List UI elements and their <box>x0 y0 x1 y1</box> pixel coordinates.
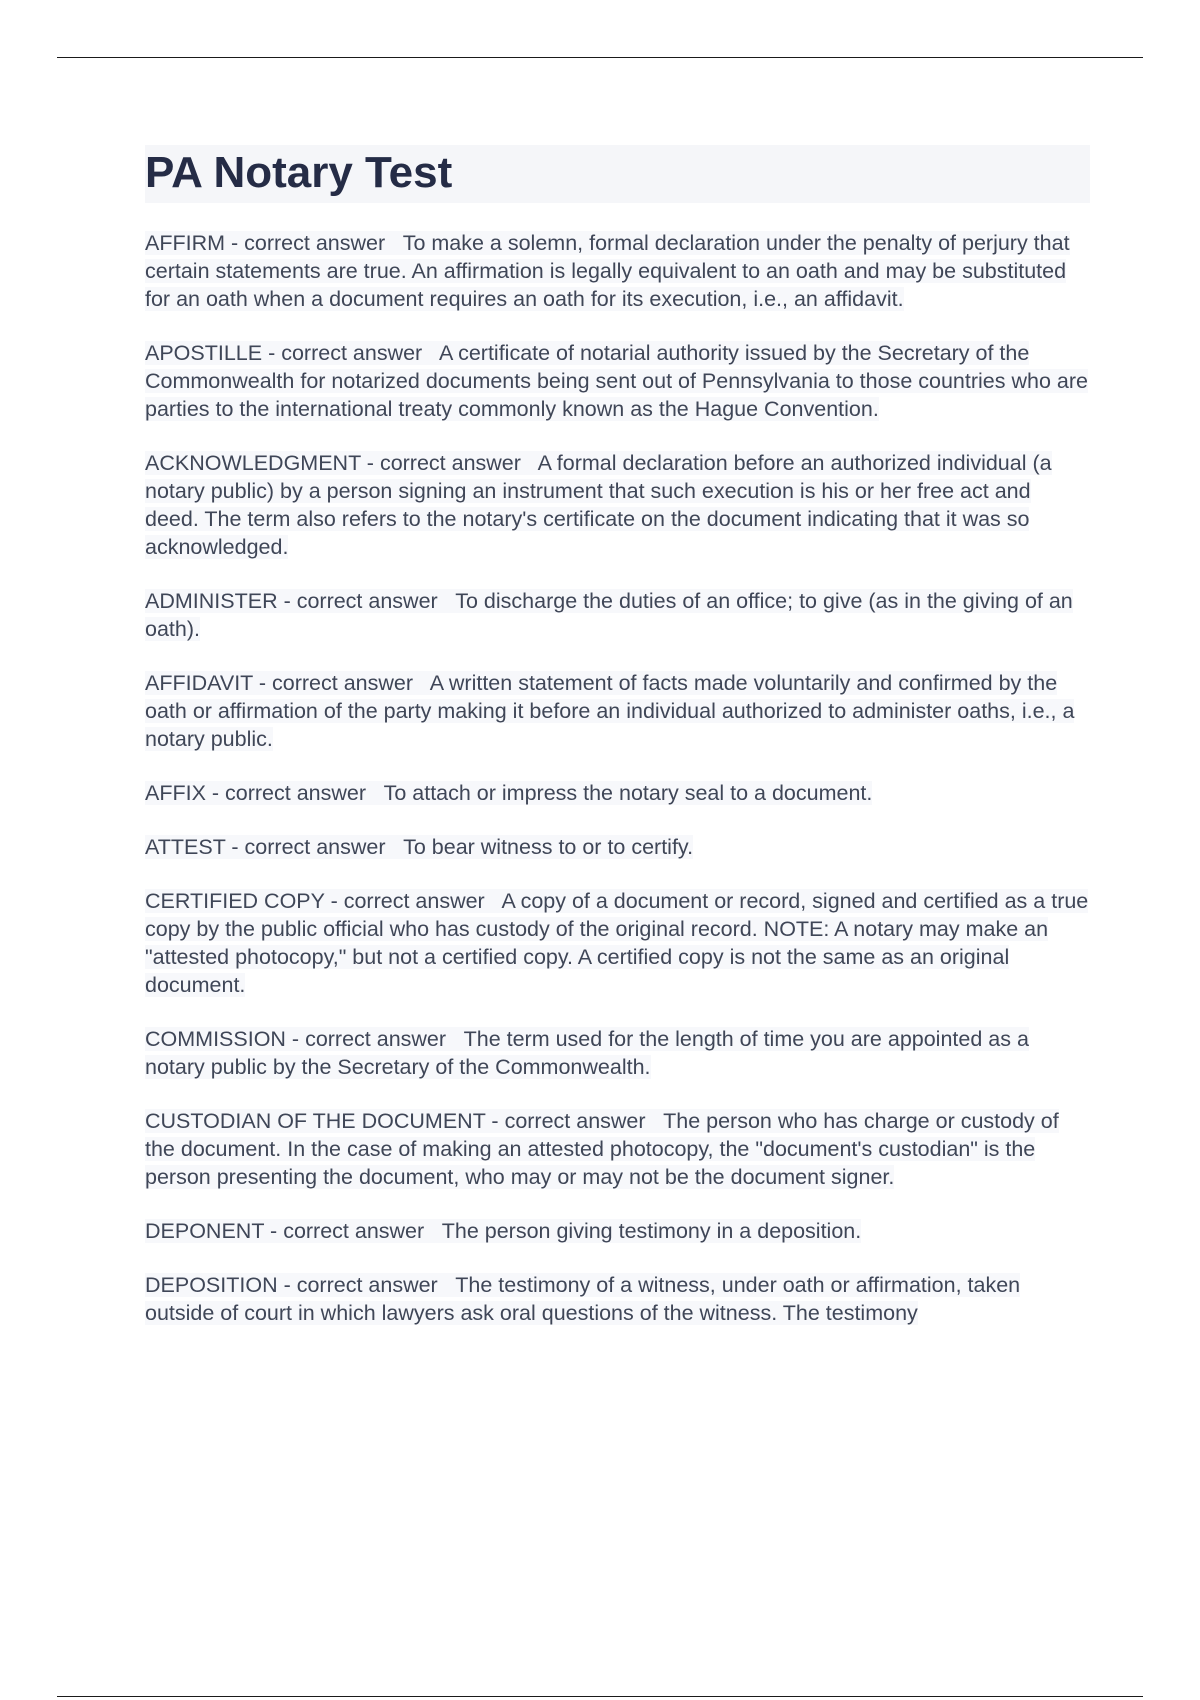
entry-definition: A certificate of notarial authority issued by the Secretary of the Commonwealth for notarized documents being sent out of Pennsylvania to those countries who are parties to the international treaty commonly known as the Hague Convention. <box>145 341 1088 421</box>
entry-term: ADMINISTER <box>145 589 278 613</box>
glossary-list <box>145 229 1090 1327</box>
entry-definition: To attach or impress the notary seal to a document. <box>383 781 873 805</box>
entry-term: AFFIRM <box>145 231 226 255</box>
entry-definition: The person who has charge or custody of the document. In the case of making an attested photocopy, the "document's custodian" is the person presenting the document, who may or may not be the document signer. <box>145 1109 1059 1189</box>
glossary-entry-commission: COMMISSION - correct answer The term used for the length of time you are appointed as a notary public by the Secretary of the Commonwealth. <box>145 1027 1029 1079</box>
entry-definition: The person giving testimony in a deposition. <box>441 1219 862 1243</box>
entry-term: COMMISSION <box>145 1027 286 1051</box>
entry-term: DEPONENT <box>145 1219 265 1243</box>
entry-answer-label: correct answer <box>244 835 386 859</box>
document-body <box>145 145 1090 1353</box>
entry-answer-label: correct answer <box>244 231 386 255</box>
entry-definition: The testimony of a witness, under oath or affirmation, taken outside of court in which lawyers ask oral questions of the witness. The testimony <box>145 1273 1021 1325</box>
glossary-entry-attest: ATTEST - correct answer To bear witness to or to certify. <box>145 835 694 859</box>
entry-term: APOSTILLE <box>145 341 263 365</box>
entry-answer-label: correct answer <box>504 1109 646 1133</box>
entry-term: AFFIDAVIT <box>145 671 253 695</box>
entry-answer-label: correct answer <box>379 451 521 475</box>
entry-definition: The term used for the length of time you are appointed as a notary public by the Secretary of the Commonwealth. <box>145 1027 1029 1079</box>
glossary-entry-affirm: AFFIRM - correct answer To make a solemn, formal declaration under the penalty of perjury that certain statements are true. An affirmation is legally equivalent to an oath and may be substituted for an oath when a document requires an oath for its execution, i.e., an affidavit. <box>145 231 1070 311</box>
entry-term: ATTEST <box>145 835 226 859</box>
entry-definition: To bear witness to or to certify. <box>403 835 694 859</box>
entry-term: CERTIFIED COPY <box>145 889 325 913</box>
entry-answer-label: correct answer <box>296 1273 438 1297</box>
page-title: PA Notary Test <box>145 145 1090 203</box>
entry-answer-label: correct answer <box>283 1219 425 1243</box>
entry-term: CUSTODIAN OF THE DOCUMENT <box>145 1109 486 1133</box>
entry-term: AFFIX <box>145 781 206 805</box>
glossary-entry-apostille: APOSTILLE - correct answer A certificate of notarial authority issued by the Secretary of the Commonwealth for notarized documents being sent out of Pennsylvania to those countries who are parties to the international treaty commonly known as the Hague Convention. <box>145 341 1088 421</box>
entry-answer-label: correct answer <box>296 589 438 613</box>
entry-answer-label: correct answer <box>225 781 367 805</box>
entry-answer-label: correct answer <box>305 1027 447 1051</box>
entry-term: DEPOSITION <box>145 1273 278 1297</box>
entry-term: ACKNOWLEDGMENT <box>145 451 361 475</box>
entry-answer-label: correct answer <box>281 341 423 365</box>
glossary-entry-custodian-of-the-document: CUSTODIAN OF THE DOCUMENT - correct answer The person who has charge or custody of the document. In the case of making an attested photocopy, the "document's custodian" is the person presenting the document, who may or may not be the document signer. <box>145 1109 1059 1189</box>
glossary-entry-affidavit: AFFIDAVIT - correct answer A written statement of facts made voluntarily and confirmed by the oath or affirmation of the party making it before an individual authorized to administer oaths, i.e., a notary public. <box>145 671 1075 751</box>
top-rule <box>57 57 1143 58</box>
glossary-entry-acknowledgment: ACKNOWLEDGMENT - correct answer A formal declaration before an authorized individual (a notary public) by a person signing an instrument that such execution is his or her free act and deed. The term also refers to the notary's certificate on the document indicating that it was so acknowledged. <box>145 451 1052 559</box>
entry-definition: To discharge the duties of an office; to give (as in the giving of an oath). <box>145 589 1073 641</box>
bottom-rule <box>57 1696 1143 1697</box>
glossary-entry-deponent: DEPONENT - correct answer The person giving testimony in a deposition. <box>145 1219 862 1243</box>
entry-definition: A written statement of facts made voluntarily and confirmed by the oath or affirmation of the party making it before an individual authorized to administer oaths, i.e., a notary public. <box>145 671 1075 751</box>
glossary-entry-administer: ADMINISTER - correct answer To discharge the duties of an office; to give (as in the giving of an oath). <box>145 589 1073 641</box>
entry-definition: A copy of a document or record, signed and certified as a true copy by the public official who has custody of the original record. NOTE: A notary may make an "attested photocopy," but not a certified copy. A certified copy is not the same as an original document. <box>145 889 1089 997</box>
glossary-entry-certified-copy: CERTIFIED COPY - correct answer A copy of a document or record, signed and certified as a true copy by the public official who has custody of the original record. NOTE: A notary may make an "attested photocopy," but not a certified copy. A certified copy is not the same as an original document. <box>145 889 1089 997</box>
entry-definition: To make a solemn, formal declaration under the penalty of perjury that certain statements are true. An affirmation is legally equivalent to an oath and may be substituted for an oath when a document requires an oath for its execution, i.e., an affidavit. <box>145 231 1070 311</box>
entry-answer-label: correct answer <box>343 889 485 913</box>
entry-answer-label: correct answer <box>272 671 414 695</box>
glossary-entry-deposition: DEPOSITION - correct answer The testimony of a witness, under oath or affirmation, taken outside of court in which lawyers ask oral questions of the witness. The testimony <box>145 1273 1021 1325</box>
entry-definition: A formal declaration before an authorized individual (a notary public) by a person signing an instrument that such execution is his or her free act and deed. The term also refers to the notary's certificate on the document indicating that it was so acknowledged. <box>145 451 1052 559</box>
glossary-entry-affix: AFFIX - correct answer To attach or impress the notary seal to a document. <box>145 781 873 805</box>
